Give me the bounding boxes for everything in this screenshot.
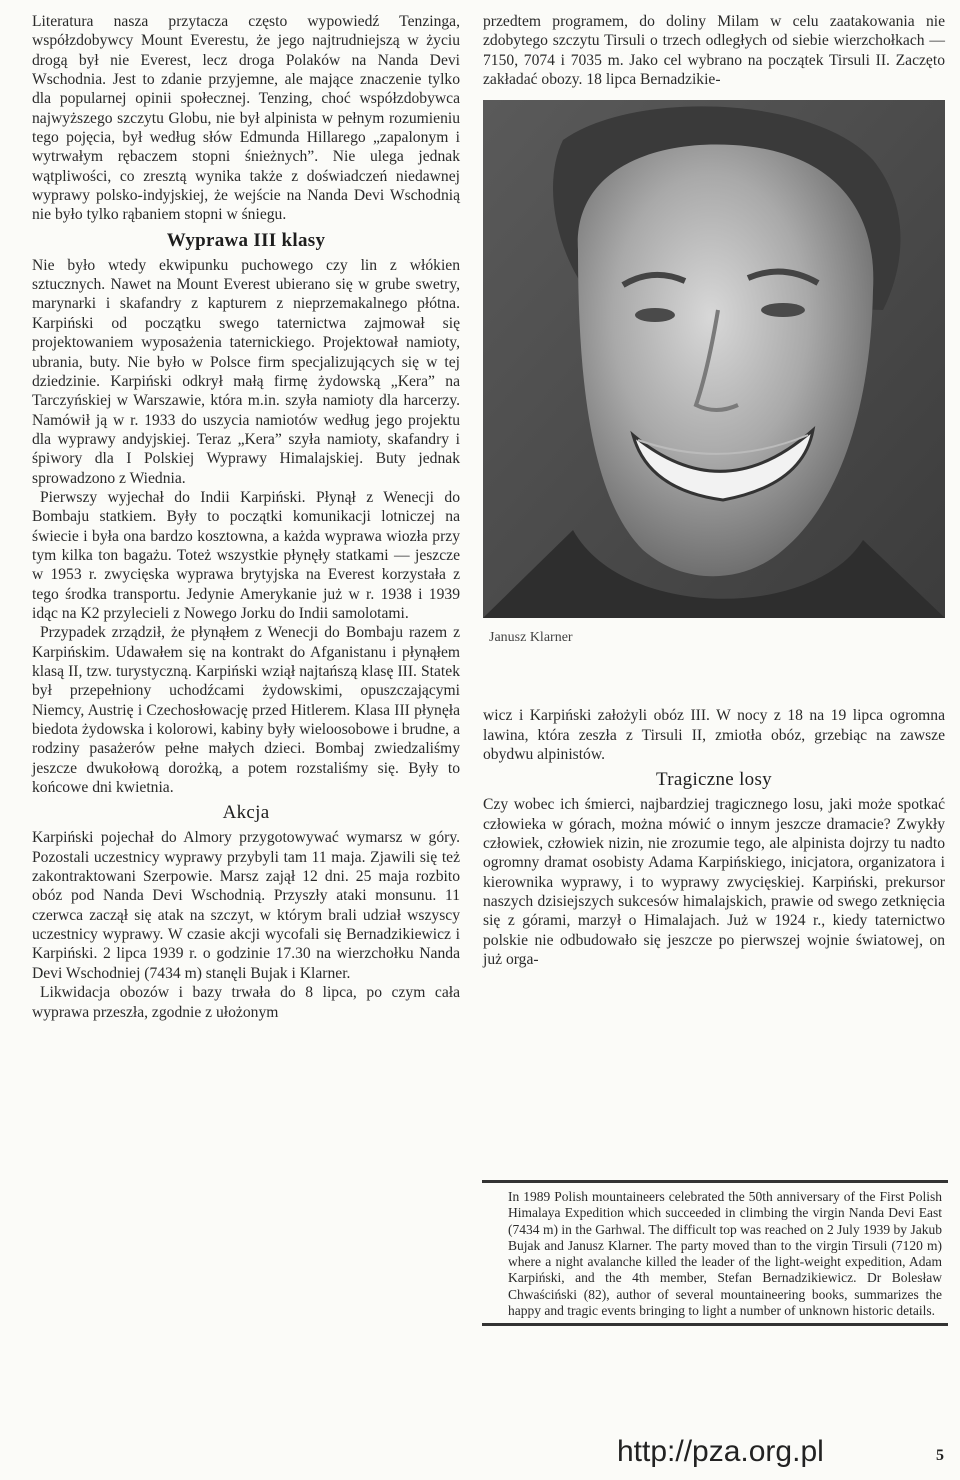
section-heading: Tragiczne losy bbox=[656, 769, 772, 791]
article-paragraph: Przypadek zrządził, że płynąłem z Wenecji do Bombaju razem z Karpińskim. Udawałem się na kontrakt do Afganistanu i płynąłem klasą II, tzw. turystyczną. Karpiński wziął najtańszą klasę III. Statek był przepełniony uchodźcami żydowskimi, opuszczającymi Niemcy, Austrię i Czechosłowację przed Hitlerem. Klasa III płynęła biedota żydowska i kolorowi, kabiny były wieloosobowe i brudne, a rodziny pasażerów pełne małych dzieci. Bombaj zwiedzaliśmy jeszcze dwukołową dorożką, a potem rozstaliśmy się. Były to końcowe dni kwietnia. bbox=[32, 624, 460, 797]
summary-text: In 1989 Polish mountaineers celebrated the 50th anniversary of the First Polish Himalaya Expedition which succeeded in climbing the virgin Nanda Devi East (7434 m) in the Garhwal. The difficult top was reached on 2 July 1939 by Jakub Bujak and Janusz Klarner. The party moved than to the virgin Tirsuli (7120 m) where a night avalanche killed the leader of the light-weight expedition, Adam Karpiński, and the 4th member, Stefan Bernadzikiewicz. Dr Bolesław Chwaściński (82), author of several mountaineering books, summarizes the happy and tragic events bringing to light a number of unknown historic details. bbox=[508, 1189, 942, 1319]
portrait-photo bbox=[483, 100, 945, 618]
footer-url[interactable]: http://pza.org.pl bbox=[617, 1435, 824, 1468]
article-paragraph: Czy wobec ich śmierci, najbardziej tragicznego losu, jaki może spotkać człowieka w górach, można mówić o innym jeszcze dramacie? Zwykły człowiek, człowiek nizin, nie zrozumie tego, ale alpinista dojrzy tu nadto ogromny dramat osobisty Adama Karpińskiego, inicjatora, organizatora i kierownika wyprawy, i to wyprawy zwycięskiej. Karpiński, prekursor naszych dzisiejszych sukcesów himalajskich, prawie od swego zetknięcia się z górami, marzył o Himalajach. Już w 1924 r., kiedy taternictwo polskie nie odbudowało się jeszcze po pierwszej wojnie światowej, on już orga- bbox=[483, 796, 945, 969]
section-heading: Wyprawa III klasy bbox=[166, 229, 326, 251]
section-heading: Akcja bbox=[222, 802, 270, 824]
page-number: 5 bbox=[936, 1447, 944, 1464]
article-paragraph: Karpiński pojechał do Almory przygotowywać wymarsz w góry. Pozostali uczestnicy wyprawy przybyli tam 11 maja. Zjawili się też zakontraktowani Szerpowie. Marsz zajął 12 dni. 25 maja rozbito obóz pod Nanda Devi Wschodnią. Przyszły ataki monsunu. 11 czerwca zaczął się atak na szczyt, w którym brali udział wszyscy uczestnicy wyprawy. W czasie akcji wycofali się Bernadzikiewicz i Karpiński. 2 lipca 1939 r. o godzinie 17.30 na wierzchołku Nanda Devi Wschodniej (7434 m) stanęli Bujak i Klarner. bbox=[32, 829, 460, 982]
article-paragraph: wicz i Karpiński założyli obóz III. W nocy z 18 na 19 lipca ogromna lawina, która zeszła z Tirsuli II, zmiotła obóz, grzebiąc na zawsze obydwu alpinistów. bbox=[483, 707, 945, 764]
portrait-illustration bbox=[483, 100, 945, 618]
article-paragraph: Likwidacja obozów i bazy trwała do 8 lipca, po czym cała wyprawa przeszła, zgodnie z ułożonym bbox=[32, 984, 460, 1021]
english-summary-box bbox=[482, 1180, 948, 1326]
article-paragraph: Nie było wtedy ekwipunku puchowego czy lin z włókien sztucznych. Nawet na Mount Everest ubierano się w grube swetry, marynarki i skafandry z kapturem z nieprzemakalnego płótna. Karpiński od początku swego taternictwa zajmował się projektowaniem wyposażenia taternickiego. Projektował namioty, ubrania, buty. Nie było w Polsce firm specjalizujących się w tej dziedzinie. Karpiński odkrył małą firmę żydowską „Kera” na Tarczyńskiej w Warszawie, która m.in. szyła namioty dla harcerzy. Namówił ją w r. 1933 do uszycia namiotów według jego projektu dla wyprawy andyjskiej. Teraz „Kera” szyła namioty, skafandry i śpiwory dla I Polskiej Wyprawy Himalajskiej. Buty jednak sprowadzono z Wiednia. bbox=[32, 256, 460, 487]
photo-caption: Janusz Klarner bbox=[489, 630, 573, 646]
article-paragraph: Literatura nasza przytacza często wypowiedź Tenzinga, współzdobywcy Mount Everestu, że jego najtrudniejszą w życiu drogą był nie Everest, lecz droga Polaków na Nanda Devi Wschodnia. Jest to zdanie przyjemne, ale mające znaczenie tylko dla popularnej opinii społecznej. Tenzing, choć współzdobywca najwyższego szczytu Globu, nie był alpinista w pełnym rozumieniu tego pojęcia, był według słów Edmunda Hillarego „zapalonym i wytrwałym rębaczem stopni śnieżnych”. Nie ulega jednak wątpliwości, co zresztą wynika także z doświadczeń niedawnej wyprawy polsko-indyjskiej, że wejście na Nanda Devi Wschodnią nie było tylko rąbaniem stopni w śniegu. bbox=[32, 13, 460, 224]
right-column bbox=[483, 12, 945, 970]
article-paragraph: Pierwszy wyjechał do Indii Karpiński. Płynął z Wenecji do Bombaju statkiem. Były to początki komunikacji lotniczej na świecie i była ona bardzo kosztowna, a każda wyprawa wiozła przy tym kilka ton bagażu. Toteż wszystkie płynęły statkami — jeszcze w 1953 r. zwycięska wyprawa brytyjska na Everest korzystała z tego środka transportu. Jedynie Amerykanie już w r. 1938 i 1939 idąc na K2 przylecieli z Nowego Jorku do Indii samolotami. bbox=[32, 488, 460, 622]
left-column bbox=[32, 12, 460, 1022]
article-paragraph: przedtem programem, do doliny Milam w celu zaatakowania nie zdobytego szczytu Tirsuli o trzech odległych od siebie wierzchołkach — 7150, 7074 i 7035 m. Jako cel wybrano na początek Tirsuli II. Zaczęto zakładać obozy. 18 lipca Bernadzikie- bbox=[483, 13, 945, 89]
